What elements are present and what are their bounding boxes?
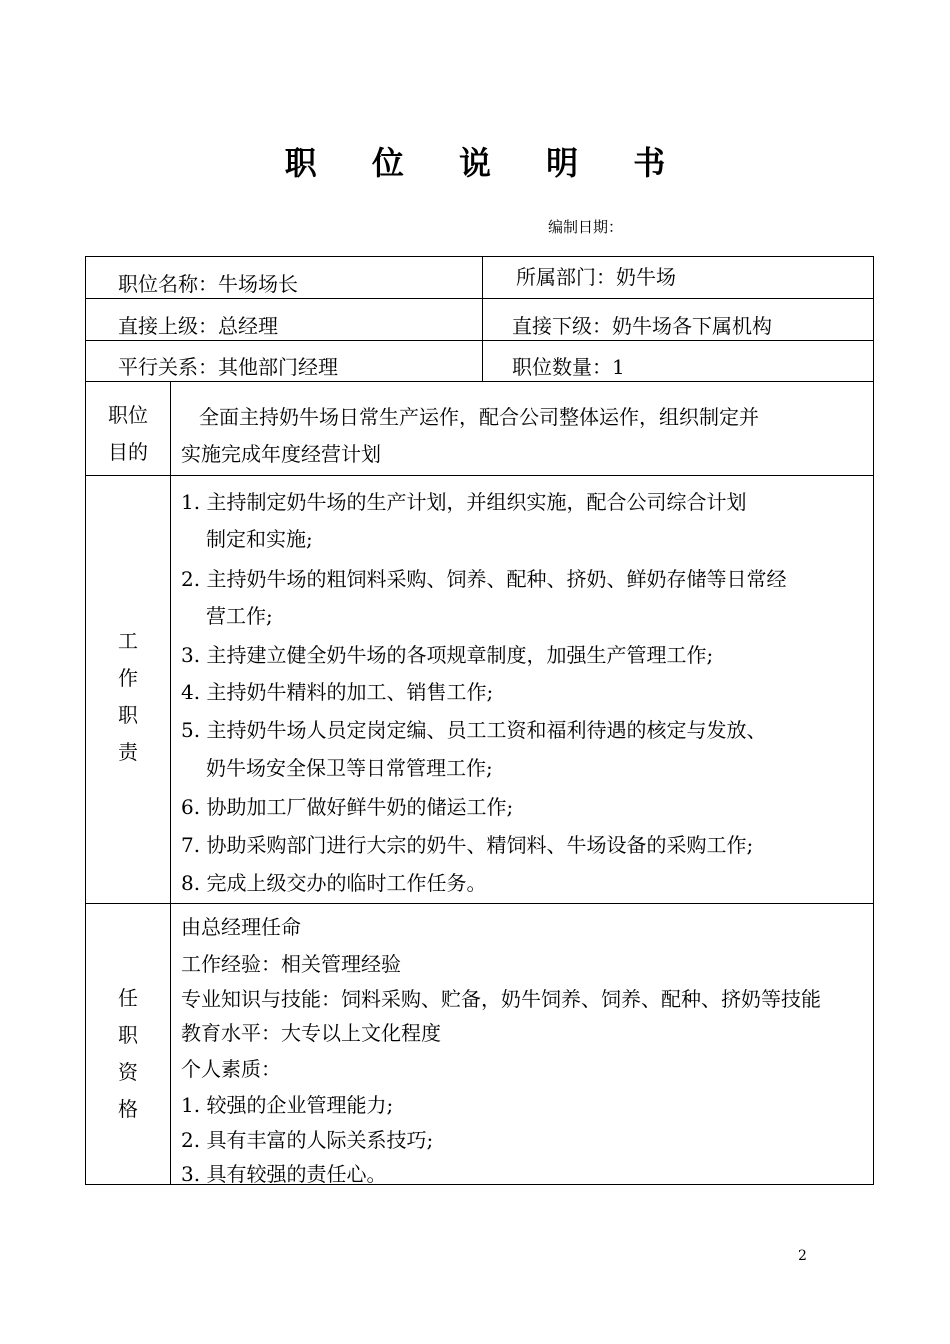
qualification-line: 个人素质：: [181, 1057, 281, 1081]
duty-line: 4. 主持奶牛精料的加工、销售工作;: [181, 680, 494, 704]
duties-label: [86, 623, 170, 771]
qualification-line: 教育水平：大专以上文化程度: [181, 1021, 441, 1045]
column-divider: [170, 381, 171, 1184]
duties-label-char: 责: [118, 740, 138, 764]
qualifications-label-char: 格: [118, 1097, 138, 1121]
duty-line: 6. 协助加工厂做好鲜牛奶的储运工作;: [181, 795, 514, 819]
duty-line: 制定和实施;: [206, 527, 313, 551]
duties-label-char: 职: [118, 703, 138, 727]
duty-line: 7. 协助采购部门进行大宗的奶牛、精饲料、牛场设备的采购工作;: [181, 833, 754, 857]
row-divider: [86, 298, 873, 299]
parallel-relation: 平行关系：其他部门经理: [118, 355, 338, 379]
position-count: 职位数量：1: [512, 355, 625, 379]
row-divider: [86, 475, 873, 476]
duty-line: 5. 主持奶牛场人员定岗定编、员工工资和福利待遇的核定与发放、: [181, 718, 767, 742]
qualifications-label-char: 任: [118, 986, 138, 1010]
page-number: 2: [798, 1248, 807, 1264]
purpose-label: [86, 397, 170, 471]
duties-label-char: 工: [118, 629, 138, 653]
qualification-line: 工作经验：相关管理经验: [181, 952, 401, 976]
qualification-line: 专业知识与技能：饲料采购、贮备，奶牛饲养、饲养、配种、挤奶等技能: [181, 987, 821, 1011]
qualification-line: 2. 具有丰富的人际关系技巧;: [181, 1128, 434, 1152]
row-divider: [86, 381, 873, 382]
duty-line: 营工作;: [206, 604, 273, 628]
qualification-line: 1. 较强的企业管理能力;: [181, 1093, 394, 1117]
direct-subordinate: 直接下级：奶牛场各下属机构: [512, 314, 772, 338]
department: 所属部门：奶牛场: [516, 265, 676, 289]
duty-line: 1. 主持制定奶牛场的生产计划，并组织实施，配合公司综合计划: [181, 490, 747, 514]
purpose-label-line: 目的: [108, 440, 148, 464]
purpose-line: 全面主持奶牛场日常生产运作，配合公司整体运作，组织制定并: [199, 405, 759, 429]
row-divider: [86, 340, 873, 341]
page-title: 职 位 说 明 书: [284, 144, 688, 182]
qualification-line: 3. 具有较强的责任心。: [181, 1162, 387, 1186]
qualifications-label-char: 资: [118, 1060, 138, 1084]
qualifications-label: [86, 980, 170, 1128]
row-divider: [86, 903, 873, 904]
purpose-label-line: 职位: [108, 403, 148, 427]
compile-date-label: 编制日期：: [548, 218, 624, 236]
duty-line: 3. 主持建立健全奶牛场的各项规章制度，加强生产管理工作;: [181, 643, 714, 667]
qualifications-label-char: 职: [118, 1023, 138, 1047]
job-description-table: [85, 256, 874, 1185]
purpose-line: 实施完成年度经营计划: [181, 442, 381, 466]
duties-label-char: 作: [118, 666, 138, 690]
direct-superior: 直接上级：总经理: [118, 314, 278, 338]
duty-line: 奶牛场安全保卫等日常管理工作;: [206, 756, 493, 780]
qualification-line: 由总经理任命: [181, 915, 301, 939]
column-divider: [482, 257, 483, 381]
duty-line: 8. 完成上级交办的临时工作任务。: [181, 871, 487, 895]
duty-line: 2. 主持奶牛场的粗饲料采购、饲养、配种、挤奶、鲜奶存储等日常经: [181, 567, 787, 591]
position-name: 职位名称：牛场场长: [118, 272, 298, 296]
